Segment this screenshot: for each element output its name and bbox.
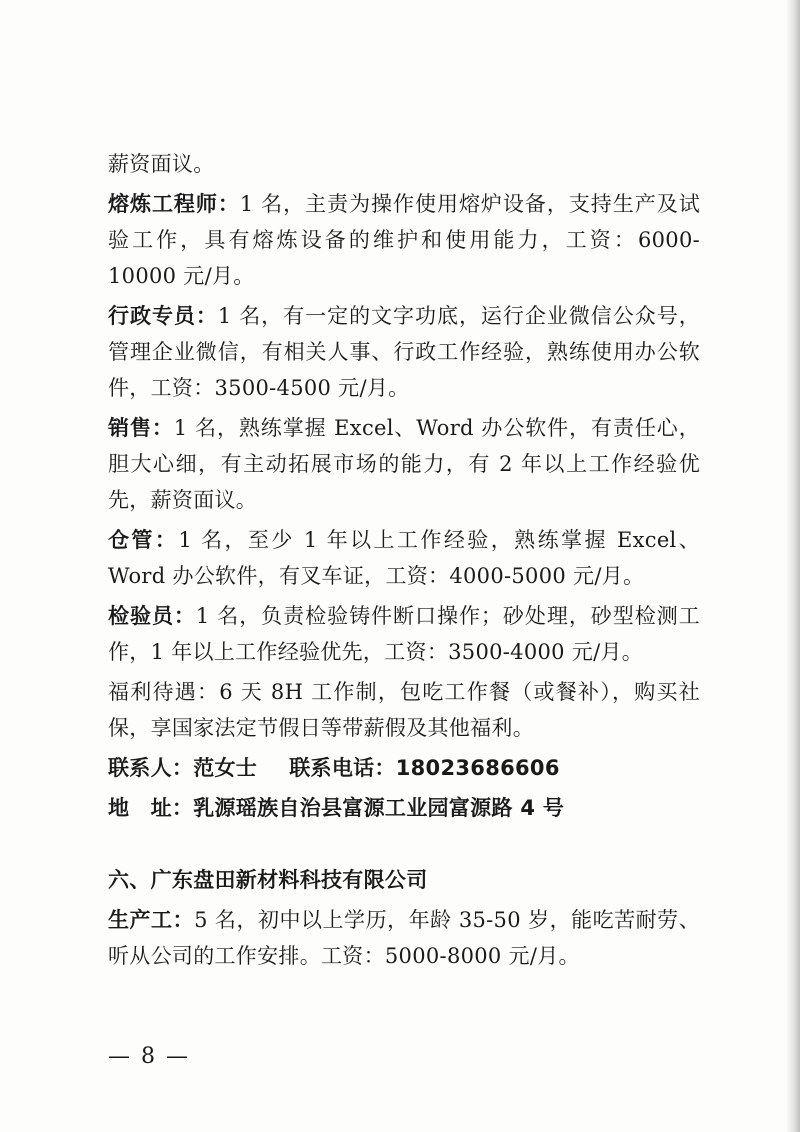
- contact-person-label: 联系人：: [108, 756, 194, 780]
- contact-line: [108, 750, 700, 786]
- address-value: 乳源瑶族自治县富源工业园富源路 4 号: [193, 796, 565, 820]
- address-line: [108, 790, 700, 826]
- section-heading: [108, 862, 700, 898]
- entry-text: 1 名，有一定的文字功底，运行企业微信公众号，管理企业微信，有相关人事、行政工作经验，熟练使用办公软件，工资：3500-4500 元/月。: [108, 304, 701, 400]
- contact-person: 范女士: [193, 756, 258, 780]
- entry-salary-negotiable: [108, 146, 700, 182]
- entry-benefits: [108, 674, 700, 746]
- document-body: [108, 146, 700, 974]
- entry-label: 销售：: [108, 416, 174, 440]
- entry-text: 薪资面议。: [108, 152, 215, 176]
- section-heading-text: 六、广东盘田新材料科技有限公司: [108, 868, 428, 892]
- entry-text: 1 名，主责为操作使用熔炉设备，支持生产及试验工作，具有熔炼设备的维护和使用能力，工资：6000-10000 元/月。: [108, 192, 700, 288]
- page-number: — 8 —: [108, 1044, 190, 1069]
- page-edge-shadow: [786, 0, 800, 1132]
- entry-smelting-engineer: [108, 186, 700, 294]
- entry-text: 1 名，熟练掌握 Excel、Word 办公软件，有责任心，胆大心细，有主动拓展市场的能力，有 2 年以上工作经验优先，薪资面议。: [108, 416, 701, 512]
- entry-admin-specialist: [108, 298, 700, 406]
- entry-text: 1 名，至少 1 年以上工作经验，熟练掌握 Excel、Word 办公软件，有叉车证，工资：4000-5000 元/月。: [108, 528, 701, 588]
- address-label: 地 址：: [108, 796, 194, 820]
- entry-text: 5 名，初中以上学历，年龄 35-50 岁，能吃苦耐劳、听从公司的工作安排。工资：5000-8000 元/月。: [108, 908, 700, 968]
- entry-warehouse-keeper: [108, 522, 700, 594]
- entry-label: 熔炼工程师：: [108, 192, 240, 216]
- entry-sales: [108, 410, 700, 518]
- section-spacer: [108, 826, 700, 862]
- entry-text: 1 名，负责检验铸件断口操作；砂处理，砂型检测工作，1 年以上工作经验优先，工资：3500-4000 元/月。: [108, 604, 701, 664]
- entry-inspector: [108, 598, 700, 670]
- entry-text: 福利待遇：6 天 8H 工作制，包吃工作餐（或餐补），购买社保，享国家法定节假日等带薪假及其他福利。: [108, 680, 700, 740]
- entry-label: 行政专员：: [108, 304, 218, 328]
- contact-phone-label: 联系电话：: [289, 756, 396, 780]
- contact-phone: 18023686606: [395, 756, 560, 780]
- entry-label: 检验员：: [108, 604, 196, 628]
- entry-label: 仓管：: [108, 528, 179, 552]
- entry-production-worker: [108, 902, 700, 974]
- entry-label: 生产工：: [108, 908, 195, 932]
